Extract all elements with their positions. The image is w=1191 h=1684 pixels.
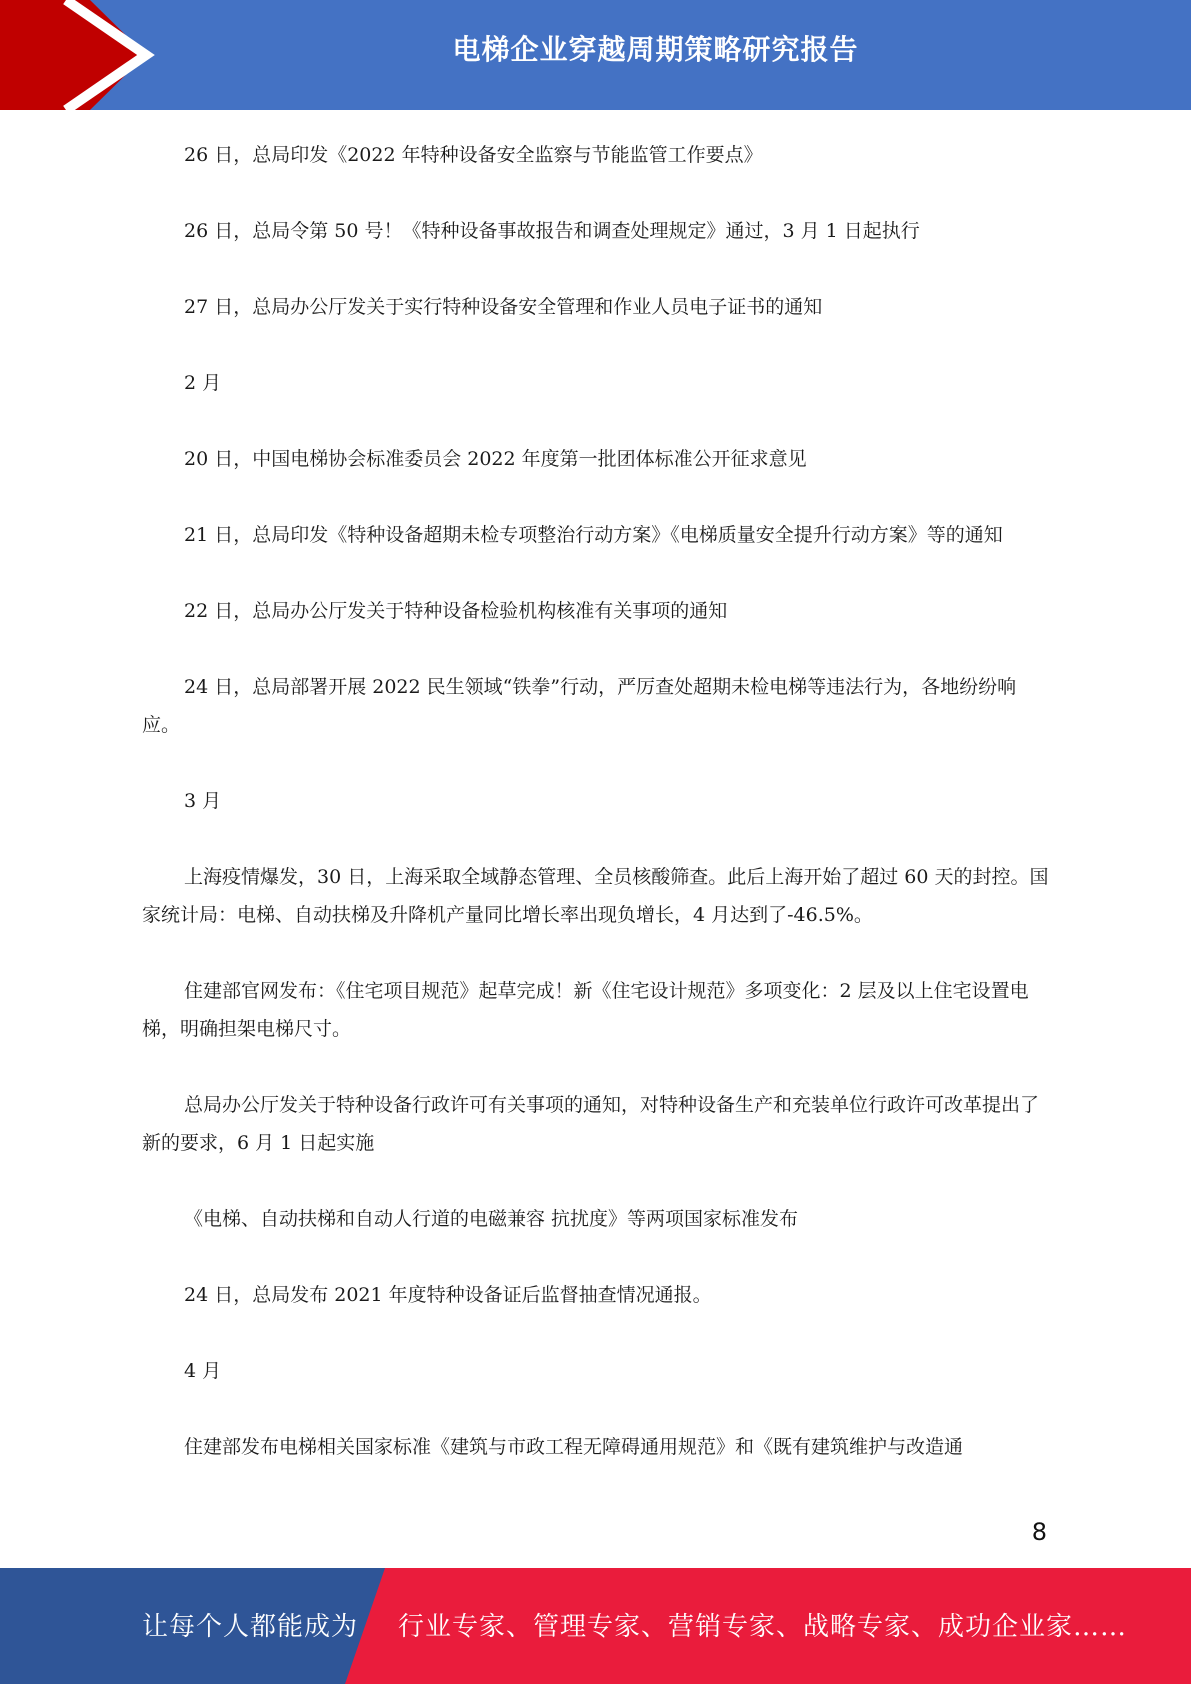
footer-slogan-left: 让每个人都能成为	[142, 1612, 359, 1642]
paragraph: 22 日，总局办公厅发关于特种设备检验机构核准有关事项的通知	[184, 600, 728, 622]
page-header	[0, 0, 1191, 110]
month-heading: 4 月	[184, 1360, 222, 1382]
paragraph: 总局办公厅发关于特种设备行政许可有关事项的通知，对特种设备生产和充装单位行政许可改革提出了新的要求，6 月 1 日起实施	[142, 1094, 1040, 1154]
paragraph: 24 日，总局部署开展 2022 民生领域“铁拳”行动，严厉查处超期未检电梯等违法行为，各地纷纷响应。	[142, 676, 1017, 736]
month-heading: 3 月	[184, 790, 222, 812]
footer-slogan-right: 行业专家、管理专家、营销专家、战略专家、成功企业家……	[398, 1612, 1128, 1642]
paragraph: 26 日，总局令第 50 号！《特种设备事故报告和调查处理规定》通过，3 月 1 日起执行	[184, 220, 920, 242]
paragraph: 27 日，总局办公厅发关于实行特种设备安全管理和作业人员电子证书的通知	[184, 296, 823, 318]
paragraph: 20 日，中国电梯协会标准委员会 2022 年度第一批团体标准公开征求意见	[184, 448, 807, 470]
report-title: 电梯企业穿越周期策略研究报告	[452, 33, 859, 66]
paragraph: 上海疫情爆发，30 日，上海采取全域静态管理、全员核酸筛查。此后上海开始了超过 60 天的封控。国家统计局：电梯、自动扶梯及升降机产量同比增长率出现负增长，4 月达到了-46.5%。	[142, 866, 1049, 926]
month-heading: 2 月	[184, 372, 222, 394]
paragraph: 24 日，总局发布 2021 年度特种设备证后监督抽查情况通报。	[184, 1284, 712, 1306]
paragraph: 住建部官网发布：《住宅项目规范》起草完成！新《住宅设计规范》多项变化：2 层及以上住宅设置电梯，明确担架电梯尺寸。	[142, 980, 1029, 1040]
page-footer	[0, 1568, 1191, 1684]
page-number: 8	[1031, 1518, 1047, 1546]
paragraph: 住建部发布电梯相关国家标准《建筑与市政工程无障碍通用规范》和《既有建筑维护与改造通	[184, 1436, 964, 1458]
paragraph: 《电梯、自动扶梯和自动人行道的电磁兼容 抗扰度》等两项国家标准发布	[184, 1208, 799, 1230]
document-body	[142, 136, 1050, 1504]
paragraph: 21 日，总局印发《特种设备超期未检专项整治行动方案》《电梯质量安全提升行动方案》等的通知	[184, 524, 1003, 546]
paragraph: 26 日，总局印发《2022 年特种设备安全监察与节能监管工作要点》	[184, 144, 763, 166]
